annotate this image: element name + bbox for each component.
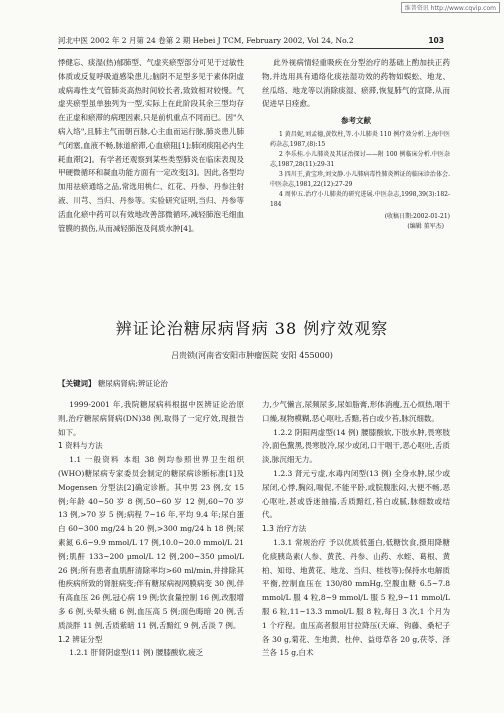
reference-item: 3 四川王,黄宝珍,刘文静.小儿肺病毒性肺炎辨证的临床诊治体会.中医杂志,1981,22(12):27-29 <box>270 170 450 188</box>
top-left-column <box>58 56 244 235</box>
paragraph: 力,少气懒言,尿频尿多,尿如脂膏,形体消瘦,五心烦热,咽干口燥,视物模糊,恶心呕吐,舌黯,苔白或少苔,脉沉细数。 <box>262 400 450 423</box>
received-date: (收稿日期:2002-01-21) <box>384 212 450 220</box>
editor-note: (编辑 董军杰) <box>407 222 444 230</box>
journal-info: 河北中医 2002 年 2 月第 24 卷第 2 期 Hebei J TCM, February 2002, Vol 24, No.2 <box>58 36 354 45</box>
section-heading: 1 资料与方法 <box>58 441 103 451</box>
references-title: 参考文献 <box>341 116 371 126</box>
paragraph: 此外视病情轻重吸疾在分型治疗的基础上酌加扶正药物,并选用具有通络化痰祛湿功效的药物如蜈蚣、地龙、丝瓜络、地龙等以消除痰湿、瘀滞,恢复肺气的宣降,从而促进早日痊愈。 <box>262 58 450 109</box>
top-right-column <box>262 56 450 232</box>
paragraph: 1.2.3 肾元亏虚,水毒内闭型(13 例) 全身水肿,尿少或尿闭,心悸,胸闷,喘促,不能平卧,或脘腹胀闷,大便不畅,恶心呕吐,甚或昏迷抽搐,舌质黯红,苔白或腻,脉细数或结代。 <box>262 468 450 520</box>
keywords-text: 糖尿病肾病;辨证论治 <box>97 379 168 388</box>
page-number: 103 <box>428 36 444 45</box>
paragraph: 1.2.1 肝肾阴虚型(11 例) 腰膝酸软,疲乏 <box>69 648 204 658</box>
body-left-column <box>58 398 244 660</box>
keywords-label: 【关键词】 <box>58 379 96 388</box>
watermark: 维普资讯 http://www.cqvip.com <box>401 2 500 13</box>
intro-paragraph: 1999-2001 年,我院糖尿病科根据中医辨证论治原则,治疗糖尿病肾病(DN)38 例,取得了一定疗效,现报告如下。 <box>58 400 244 437</box>
reference-item: 4 周仲五.治疗小儿肺炎的研究进展.中医杂志,1998,39(3):182-184 <box>270 190 450 208</box>
article-title: 辨证论治糖尿病肾病 38 例疗效观察 <box>115 319 389 338</box>
paragraph: 悸健忘、痰湿(热)郁肺型、气虚夹瘀型部分可见于过敏性体质或反复呼吸道感染患儿;脑阴不足型多见于素体阴虚或病毒性支气管肺炎高热时间较长者,致致相对较慢。气虚夹瘀型虽单独列为一型,实际上在此阶段其余三型均存在正虚和瘀滞的病理因素,只是前机重点不同而已。因"久病入络",且肺主气而朝百脉,心主血而运行脉,肺炎患儿肺气闭塞,血液不畅,脉道瘀滞,心血瘀阻[1];肺闭痰阻必内生耗血滞[2]。有学者还观察到某些类型肺炎在临床表现及甲硬微循环和凝血功能方面有一定改变[3]。因此,各型均加用祛瘀通络之品,常选用桃仁、红花、丹参、丹参注射液、川芎、当归、丹参等。实验研究证明,当归、丹参等活血化瘀中药可以有效地改善部微循环,减轻肺泡毛细血管膜的损伤,从而减轻肺泡及间质水肿[4]。 <box>58 58 244 233</box>
paragraph: 1.2.2 阴阳两虚型(14 例) 腰膝酸软,下肢水肿,畏寒肢冷,面色黧黑,畏寒肢冷,尿少或闭,口干咽干,恶心呕吐,舌质淡,脉沉细无力。 <box>262 427 450 465</box>
section-heading: 1.2 辨证分型 <box>58 634 103 644</box>
paragraph: 1.1 一般资料 本组 38 例均参照世界卫生组织(WHO)糖尿病专家委员会制定的糖尿病诊断标准[1]及 Mogensen 分型法[2]确定诊断。其中男 23 例,女 15 例;年龄 40~50 岁 8 例,50~60 岁 12 例,60~70 岁 13 例,>70 岁 5 例;病程 7~16 年,平均 9.4 年;尿白蛋白 60~300 mg/24 h 20 例,>300 mg/24 h 18 例;尿素氮 6.6~9.9 mmol/L 17 例,10.0~20.0 mmol/L 21 例;肌酐 133~200 μmol/L 12 例,200~350 μmol/L 26 例;所有患者血肌酐清除率均>60 ml/min,并排除其他疾病所致的肾脏病变;伴有糖尿病视网膜病变 30 例,伴有高血压 26 例,冠心病 19 例;饮食量控制 16 例,改服增多 6 例,头晕头痛 6 例,血压高 5 例;面色晦暗 20 例,舌质淡胖 11 例,舌质紫暗 11 例,舌黯红 9 例,舌淡 7 例。 <box>58 455 244 630</box>
author-line: 吕贵锁(河南省安阳市肿瘤医院 安阳 455000) <box>171 351 333 360</box>
body-right-column <box>262 398 450 660</box>
section-heading: 1.3 治疗方法 <box>262 524 307 534</box>
reference-item: 1 黄昌妮,刘孟德,黄钦柱,等.小儿肺炎 110 例疗效分析.上海中医药杂志,1987,(8):15 <box>270 130 450 148</box>
keywords <box>58 378 168 389</box>
paragraph: 1.3.1 常规治疗 予以优质低蛋白,低糖饮食,摄用降糖化痰胰岛素(人参、黄芪、丹参、山药、水蛭、葛根、黄柏、知母、地黄花、地龙、当归、桂枝等);保持水电解质平衡,控制血压在 130/80 mmHg,空腹血糖 6.5~7.8 mmol/L 服 4 粒,8~9 mmol/L 服 5 粒,9~11 mmol/L 服 6 粒,11~13.3 mmol/L 服 8 粒,每日 3 次,1 个月为 1 个疗程。血压高者服用甘拉降压(天麻、钩藤、桑杞子各 30 g,菊花、生地黄、杜仲、益母草各 20 g,茯苓、泽兰各 15 g,白术 <box>262 537 450 658</box>
reference-item: 2 李乐桂.小儿肺炎及其证治探讨——附 100 例临床分析.中医杂志,1987,28(11):29-31 <box>270 150 450 168</box>
running-head <box>58 35 444 49</box>
